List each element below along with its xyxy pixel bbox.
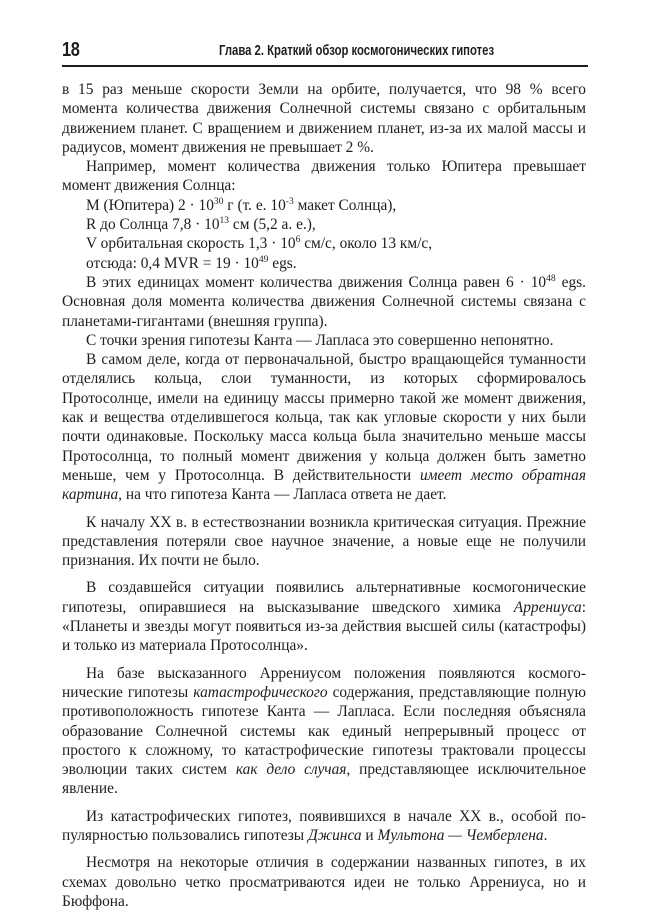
text-run: : «Планеты и звезды могут появиться из-за действия высшей силы (катастрофы) и только из материала Протосолнца». (62, 598, 586, 655)
text-run: Из катастрофических гипотез, появившихся в начале XX в., особой популярностью пользовались гипотезы (62, 807, 586, 844)
italic-text: катастрофического (193, 683, 328, 701)
text-run: содержания, представляющие полную противоположность гипотезе Канта — Лапласа. Если последняя объясняла образование Солнечной системы как единый непрерывный процесс от простого к сложному, то катастрофические гипотезы трактовали процессы эволюции таких систем (62, 683, 586, 779)
paragraph (62, 157, 586, 196)
running-header (62, 38, 588, 68)
exponent: 49 (258, 253, 269, 265)
chapter-title: Глава 2. Краткий обзор космогонических гипотез (219, 43, 495, 59)
formula-line (62, 234, 586, 253)
text-run: и (361, 826, 378, 844)
text-run: V орбитальная скорость 1,3 · 10 (86, 235, 296, 253)
paragraph (62, 578, 586, 655)
exponent: 6 (295, 234, 301, 246)
text-run: , представляющее исключительное явление. (62, 761, 586, 798)
text-run: На базе высказанного Аррениусом положения появляются космогонические гипотезы (62, 664, 586, 701)
text-run: Несмотря на некоторые отличия в содержании названных гипотез, в их схемах довольно четко просматриваются идеи не только Аррениуса, но и Бюффона. (62, 854, 586, 910)
text-run: С точки зрения гипотезы Канта — Лапласа это совершенно непонятно. (86, 331, 554, 349)
exponent: 30 (213, 195, 224, 207)
paragraph (62, 331, 586, 350)
italic-text: имеет место обратная картина (62, 466, 586, 504)
text-run: В самом деле, когда от первоначальной, быстро вращающейся туманности отделялись кольца, слои туманности, из которых сформировалось Протосолнце, имели на единицу массы примерно такой же момент движения, как и вещества отделившегося кольца, так как угловые скорости у них были почти одинаковые. Поскольку масса кольца была значительно меньше массы Протосолнца, то полный момент движения у кольца должен быть заметно меньше, чем у Протосолнца. В действительности (62, 351, 586, 484)
italic-text: Джинса (308, 826, 362, 844)
paragraph (62, 513, 586, 571)
paragraph (62, 273, 586, 331)
text-run: см (5,2 а. е.), (229, 216, 316, 234)
italic-text: Мультона — Чемберлена (377, 826, 544, 844)
text-run: Например, момент количества движения только Юпитера превышает момент движения Солнца: (62, 158, 586, 195)
text-run: в 15 раз меньше скорости Земли на орбите, получается, что 98 % всего момента количества движения Солнечной системы связано с орбитальным движением планет. С вращением и движением планет, из-за их малой массы и радиусов, момент движения не превышает 2 %. (62, 81, 586, 156)
text-run: В создавшейся ситуации появились альтернативные космогонические гипотезы, опиравшиеся на высказывание шведского химика (62, 579, 586, 616)
text-run: В этих единицах момент количества движения Солнца равен 6 · 10 (86, 273, 547, 291)
formula-line (62, 215, 586, 234)
exponent: 13 (219, 215, 230, 227)
exponent: -3 (285, 195, 294, 207)
text-run: отсюда: 0,4 MVR = 19 · 10 (86, 254, 259, 272)
page-number: 18 (62, 39, 80, 61)
text-run: . (543, 826, 548, 844)
italic-text: Аррениуса (513, 598, 582, 616)
text-run: , на что гипотеза Канта — Лапласа ответа не дает. (118, 486, 447, 504)
body-text (62, 80, 586, 911)
text-run: М (Юпитера) 2 · 10 (86, 196, 214, 214)
paragraph (62, 664, 586, 799)
text-run: egs. (268, 254, 297, 272)
text-run: R до Солнца 7,8 · 10 (86, 216, 220, 234)
formula-line (62, 196, 586, 215)
text-run: см/с, около 13 км/с, (300, 235, 433, 253)
header-rule (62, 65, 588, 67)
formula-line (62, 254, 586, 273)
text-run: г (т. е. 10 (223, 196, 286, 214)
paragraph (62, 350, 586, 504)
text-run: макет Солнца), (293, 196, 397, 214)
paragraph (62, 853, 586, 911)
italic-text: как дело случая (235, 761, 347, 779)
text-run: egs. Основная доля момента количества движения Солнечной системы связана с планетами-гигантами (внешняя группа). (62, 273, 586, 330)
exponent: 48 (546, 273, 556, 285)
paragraph (62, 80, 586, 157)
text-run: К началу XX в. в естествознании возникла критическая ситуация. Прежние представления потеряли свое научное значение, а новые еще не получили признания. Их почти не было. (62, 513, 586, 570)
paragraph (62, 807, 586, 846)
